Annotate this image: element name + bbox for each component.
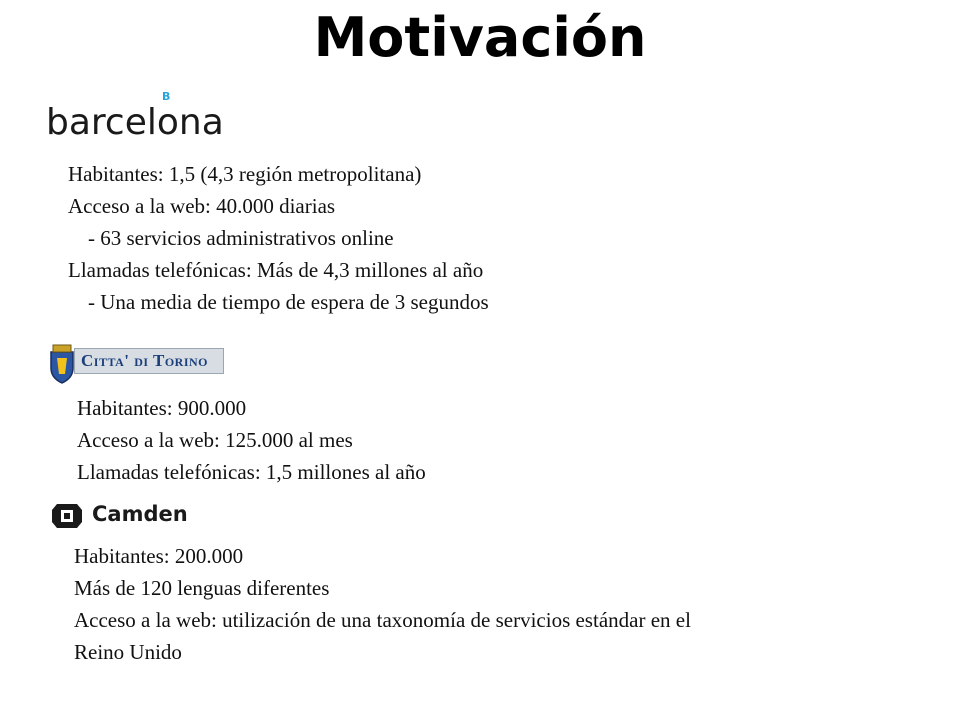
barcelona-fact: - Una media de tiempo de espera de 3 segundos [88, 290, 489, 314]
camden-facts [74, 540, 691, 668]
barcelona-facts [68, 158, 489, 318]
barcelona-fact: Acceso a la web: 40.000 diarias [68, 194, 336, 218]
torino-logo [48, 342, 228, 386]
barcelona-logo [46, 90, 226, 143]
camden-fact: Habitantes: 200.000 [74, 544, 244, 568]
camden-fact: Acceso a la web: utilización de una taxonomía de servicios estándar en el [74, 608, 691, 632]
barcelona-logo-mark: B [162, 90, 171, 103]
torino-facts [77, 392, 426, 488]
torino-fact: Acceso a la web: 125.000 al mes [77, 428, 353, 452]
camden-logo-text: Camden [92, 502, 188, 526]
torino-fact: Habitantes: 900.000 [77, 396, 247, 420]
slide-title: Motivación [313, 6, 647, 69]
barcelona-fact: Habitantes: 1,5 (4,3 región metropolitana) [68, 162, 422, 186]
camden-fact: Reino Unido [74, 640, 182, 664]
barcelona-fact: - 63 servicios administrativos online [88, 226, 394, 250]
barcelona-fact: Llamadas telefónicas: Más de 4,3 millones al año [68, 258, 484, 282]
barcelona-logo-text: barcelona [46, 102, 224, 143]
torino-shield-icon [48, 344, 76, 384]
camden-fact: Más de 120 lenguas diferentes [74, 576, 330, 600]
torino-logo-box [74, 348, 224, 374]
torino-logo-text: Citta' di Torino [81, 351, 208, 370]
camden-logo [50, 502, 190, 532]
torino-fact: Llamadas telefónicas: 1,5 millones al año [77, 460, 426, 484]
camden-emblem-icon [50, 502, 84, 530]
